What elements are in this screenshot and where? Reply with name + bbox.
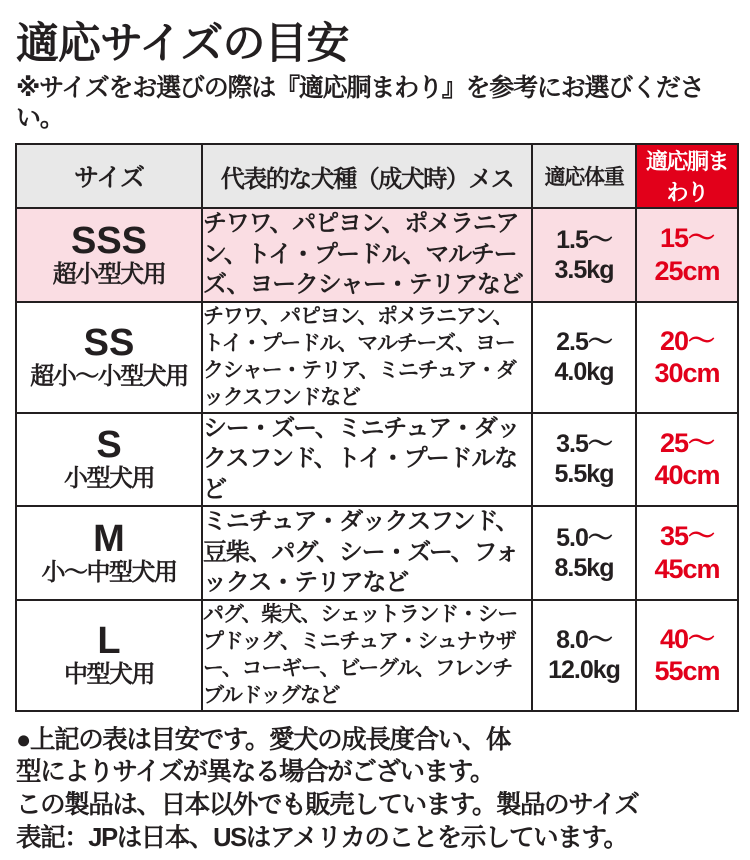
size-table xyxy=(15,143,739,712)
table-row xyxy=(16,413,738,506)
cell-girth xyxy=(636,506,738,599)
cell-weight xyxy=(532,600,636,711)
weight-max: 3.5kg xyxy=(554,255,614,284)
cell-breeds: シー・ズー、ミニチュア・ダックスフンド、トイ・プードルなど xyxy=(202,413,532,506)
cell-girth xyxy=(636,208,738,301)
table-header-row xyxy=(16,144,738,208)
weight-min: 8.0～ xyxy=(556,626,612,655)
column-header-girth: 適応胴まわり xyxy=(636,144,738,208)
cell-size xyxy=(16,208,202,301)
girth-max: 45cm xyxy=(654,553,720,584)
column-header-weight: 適応体重 xyxy=(532,144,636,208)
footnote-line-2: 型によりサイズが異なる場合がございます。 xyxy=(16,758,494,787)
cell-breeds: チワワ、パピヨン、ポメラニアン、トイ・プードル、マルチーズ、ヨークシャー・テリアなど xyxy=(202,208,532,301)
size-label: M xyxy=(93,517,125,560)
cell-size xyxy=(16,600,202,711)
table-row xyxy=(16,600,738,711)
size-label: SSS xyxy=(70,219,148,262)
column-header-size: サイズ xyxy=(16,144,202,208)
cell-weight xyxy=(532,413,636,506)
size-sublabel: 小～中型犬用 xyxy=(41,558,177,586)
page-subtitle: ※サイズをお選びの際は『適応胴まわり』を参考にお選びください。 xyxy=(16,74,704,133)
weight-max: 12.0kg xyxy=(548,656,620,685)
cell-girth xyxy=(636,302,738,413)
footnotes xyxy=(16,724,734,855)
cell-breeds: チワワ、パピヨン、ポメラニアン、トイ・プードル、マルチーズ、ヨークシャー・テリア、ミニチュア・ダックスフンドなど xyxy=(202,302,532,413)
size-label: L xyxy=(97,619,121,662)
size-sublabel: 中型犬用 xyxy=(64,660,154,688)
cell-weight xyxy=(532,302,636,413)
girth-min: 20～ xyxy=(659,325,715,356)
girth-min: 15～ xyxy=(659,223,715,254)
cell-breeds: ミニチュア・ダックスフンド、豆柴、パグ、シー・ズー、フォックス・テリアなど xyxy=(202,506,532,599)
girth-min: 35～ xyxy=(659,521,715,552)
weight-min: 1.5～ xyxy=(556,225,612,254)
cell-size xyxy=(16,506,202,599)
girth-min: 40～ xyxy=(659,623,715,654)
cell-breeds: パグ、柴犬、シェットランド・シープドッグ、ミニチュア・シュナウザー、コーギー、ビーグル、フレンチブルドッグなど xyxy=(202,600,532,711)
cell-size xyxy=(16,302,202,413)
table-body xyxy=(16,208,738,711)
weight-max: 5.5kg xyxy=(554,460,614,489)
cell-weight xyxy=(532,208,636,301)
size-sublabel: 超小～小型犬用 xyxy=(30,362,188,390)
cell-size xyxy=(16,413,202,506)
cell-weight xyxy=(532,506,636,599)
cell-girth xyxy=(636,413,738,506)
cell-girth xyxy=(636,600,738,711)
girth-min: 25～ xyxy=(659,428,715,459)
size-sublabel: 小型犬用 xyxy=(64,465,154,493)
size-sublabel: 超小型犬用 xyxy=(52,260,166,288)
size-label: SS xyxy=(83,321,135,364)
girth-max: 55cm xyxy=(654,656,720,687)
table-row xyxy=(16,506,738,599)
column-header-breed: 代表的な犬種（成犬時）メス xyxy=(202,144,532,208)
girth-max: 25cm xyxy=(654,255,720,286)
girth-max: 30cm xyxy=(654,358,720,389)
footnote-line-3: この製品は、日本以外でも販売しています。製品のサイズ xyxy=(16,790,639,819)
weight-min: 3.5～ xyxy=(556,430,612,459)
weight-min: 2.5～ xyxy=(556,328,612,357)
size-label: S xyxy=(96,424,122,467)
footnote-line-4: 表記：JPは日本、USはアメリカのことを示しています。 xyxy=(16,823,628,852)
girth-max: 40cm xyxy=(654,460,720,491)
footnote-line-1: ●上記の表は目安です。愛犬の成長度合い、体 xyxy=(16,725,510,754)
table-row xyxy=(16,302,738,413)
table-row xyxy=(16,208,738,301)
page-title: 適応サイズの目安 xyxy=(16,20,349,68)
weight-min: 5.0～ xyxy=(556,523,612,552)
weight-max: 8.5kg xyxy=(554,553,614,582)
table-header xyxy=(16,144,738,208)
weight-max: 4.0kg xyxy=(554,358,614,387)
